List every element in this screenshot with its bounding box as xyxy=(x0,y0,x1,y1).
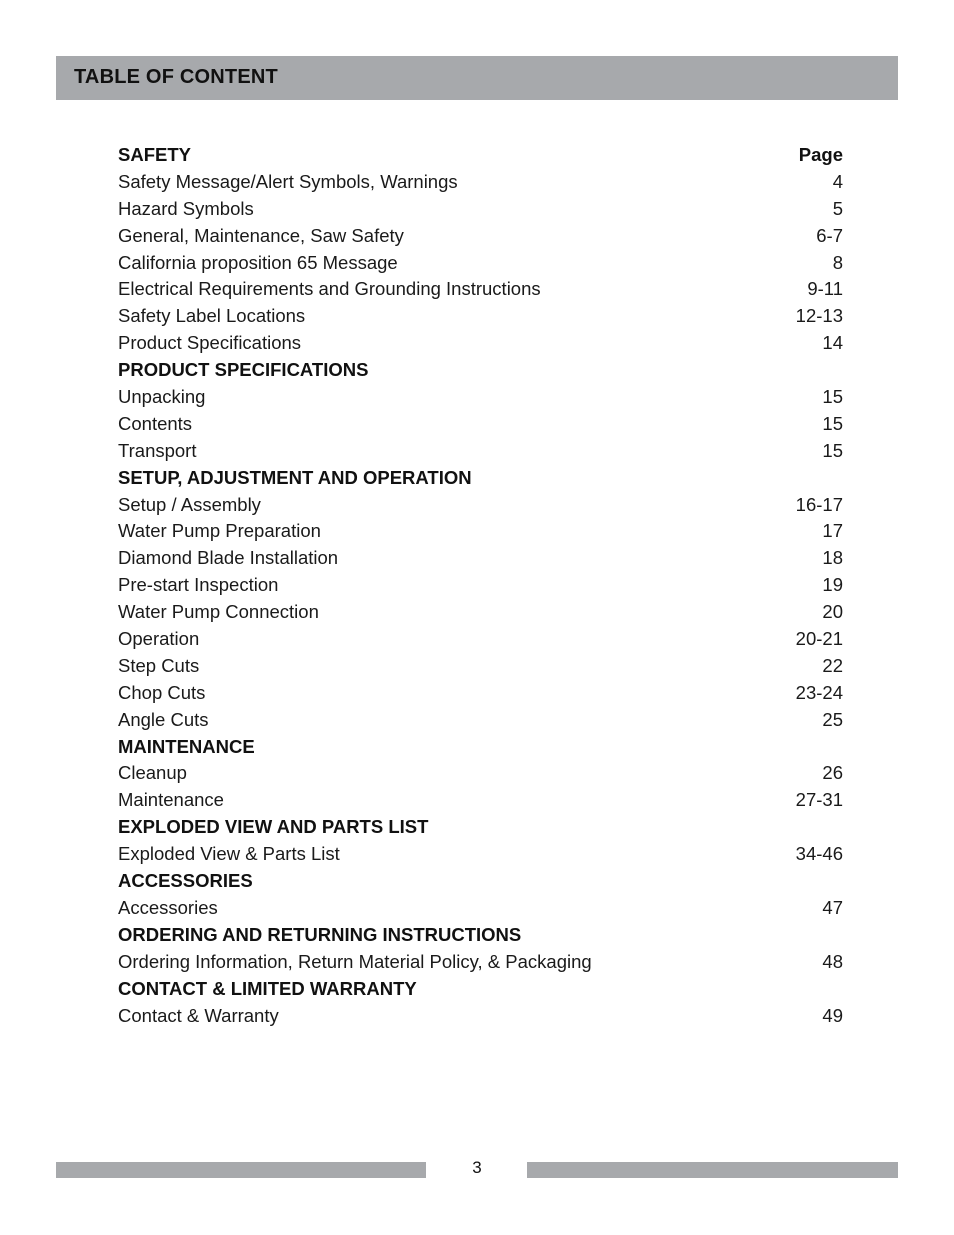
toc-entry-label: Product Specifications xyxy=(118,332,302,354)
toc-entry-page: 6-7 xyxy=(816,224,843,246)
toc-entry-label: Contents xyxy=(118,412,193,434)
toc-entry-page: 15 xyxy=(822,412,843,434)
toc-entry-label: Electrical Requirements and Grounding Instructions xyxy=(118,278,541,300)
toc-entry-label: General, Maintenance, Saw Safety xyxy=(118,224,404,246)
toc-entry-label: Ordering Information, Return Material Policy, & Packaging xyxy=(118,950,592,972)
toc-entry-label: California proposition 65 Message xyxy=(118,251,398,273)
toc-section-label: SETUP, ADJUSTMENT AND OPERATION xyxy=(118,466,472,488)
toc-entry-page: 15 xyxy=(822,439,843,461)
toc-entry-page: 17 xyxy=(822,520,843,542)
toc-section-heading xyxy=(118,357,843,384)
toc-entry-page: 20-21 xyxy=(795,628,843,650)
toc-entry xyxy=(118,492,843,519)
toc-entry-label: Pre-start Inspection xyxy=(118,574,279,596)
toc-entry-page: 19 xyxy=(822,574,843,596)
toc-section-label: PRODUCT SPECIFICATIONS xyxy=(118,359,369,381)
toc-entry-page: 9-11 xyxy=(807,278,843,300)
toc-entry-page: 27-31 xyxy=(795,789,843,811)
toc-entry-label: Step Cuts xyxy=(118,654,200,676)
toc-entry xyxy=(118,599,843,626)
toc-entry-page: 4 xyxy=(832,170,843,192)
toc-section-label: ACCESSORIES xyxy=(118,870,253,892)
toc-entry xyxy=(118,949,843,976)
toc-entry-page: 20 xyxy=(822,601,843,623)
toc-section-label: EXPLODED VIEW AND PARTS LIST xyxy=(118,816,429,838)
toc-entry xyxy=(118,330,843,357)
toc-entry-label: Setup / Assembly xyxy=(118,493,261,515)
toc-entry xyxy=(118,760,843,787)
toc-entry-page: 12-13 xyxy=(795,305,843,327)
toc-entry-page: 34-46 xyxy=(795,843,843,865)
toc-entry-label: Cleanup xyxy=(118,762,187,784)
toc-entry-page: 8 xyxy=(832,251,843,273)
toc-entry xyxy=(118,250,843,277)
toc-entry-page: 49 xyxy=(822,1004,843,1026)
toc-entry xyxy=(118,438,843,465)
toc-entry-label: Exploded View & Parts List xyxy=(118,843,340,865)
toc-entry xyxy=(118,572,843,599)
toc-entry-label: Chop Cuts xyxy=(118,681,206,703)
toc-section-label: ORDERING AND RETURNING INSTRUCTIONS xyxy=(118,923,522,945)
toc-entry xyxy=(118,787,843,814)
page-title: TABLE OF CONTENT xyxy=(74,66,278,88)
toc-entry xyxy=(118,303,843,330)
toc-entry-label: Safety Label Locations xyxy=(118,305,306,327)
table-of-contents xyxy=(118,142,843,1029)
toc-section-heading xyxy=(118,976,843,1003)
page-number: 3 xyxy=(472,1158,482,1177)
footer-bar-right xyxy=(527,1162,898,1178)
toc-entry-page: 15 xyxy=(822,386,843,408)
toc-entry-label: Safety Message/Alert Symbols, Warnings xyxy=(118,170,458,192)
toc-entry xyxy=(118,707,843,734)
toc-entry-page: 5 xyxy=(832,197,843,219)
footer-bar-left xyxy=(56,1162,426,1178)
toc-entry-label: Maintenance xyxy=(118,789,224,811)
toc-entry-label: Accessories xyxy=(118,896,218,918)
toc-entry xyxy=(118,518,843,545)
toc-entry-page: 14 xyxy=(822,332,843,354)
toc-entry-page: 26 xyxy=(822,762,843,784)
toc-entry-label: Hazard Symbols xyxy=(118,197,254,219)
toc-entry xyxy=(118,841,843,868)
toc-entry xyxy=(118,276,843,303)
toc-entry-label: Angle Cuts xyxy=(118,708,209,730)
toc-section-heading xyxy=(118,465,843,492)
toc-entry xyxy=(118,545,843,572)
toc-entry-label: Water Pump Preparation xyxy=(118,520,321,542)
toc-entry-label: Contact & Warranty xyxy=(118,1004,279,1026)
toc-section-label: MAINTENANCE xyxy=(118,735,255,757)
toc-section-heading xyxy=(118,814,843,841)
toc-entry-label: Unpacking xyxy=(118,386,206,408)
toc-entry-page: 23-24 xyxy=(795,681,843,703)
toc-entry xyxy=(118,196,843,223)
toc-entry-label: Transport xyxy=(118,439,197,461)
toc-entry-page: 22 xyxy=(822,654,843,676)
toc-entry xyxy=(118,411,843,438)
toc-section-heading xyxy=(118,922,843,949)
toc-entry xyxy=(118,384,843,411)
toc-entry-page: 48 xyxy=(822,950,843,972)
toc-entry xyxy=(118,626,843,653)
toc-entry xyxy=(118,895,843,922)
toc-section-page: Page xyxy=(798,144,843,165)
toc-entry-page: 18 xyxy=(822,547,843,569)
toc-entry-page: 47 xyxy=(822,896,843,918)
toc-section-heading xyxy=(118,734,843,761)
toc-section-heading xyxy=(118,142,843,169)
toc-entry-label: Diamond Blade Installation xyxy=(118,547,339,569)
toc-section-heading xyxy=(118,868,843,895)
toc-entry xyxy=(118,653,843,680)
toc-entry-label: Operation xyxy=(118,628,200,650)
toc-entry-page: 25 xyxy=(822,708,843,730)
toc-entry xyxy=(118,680,843,707)
toc-entry xyxy=(118,169,843,196)
toc-section-label: CONTACT & LIMITED WARRANTY xyxy=(118,977,417,999)
toc-entry-label: Water Pump Connection xyxy=(118,601,319,623)
toc-entry xyxy=(118,1003,843,1030)
header-bar xyxy=(56,56,898,100)
toc-entry-page: 16-17 xyxy=(795,493,843,515)
toc-entry xyxy=(118,223,843,250)
toc-section-label: SAFETY xyxy=(118,144,191,165)
